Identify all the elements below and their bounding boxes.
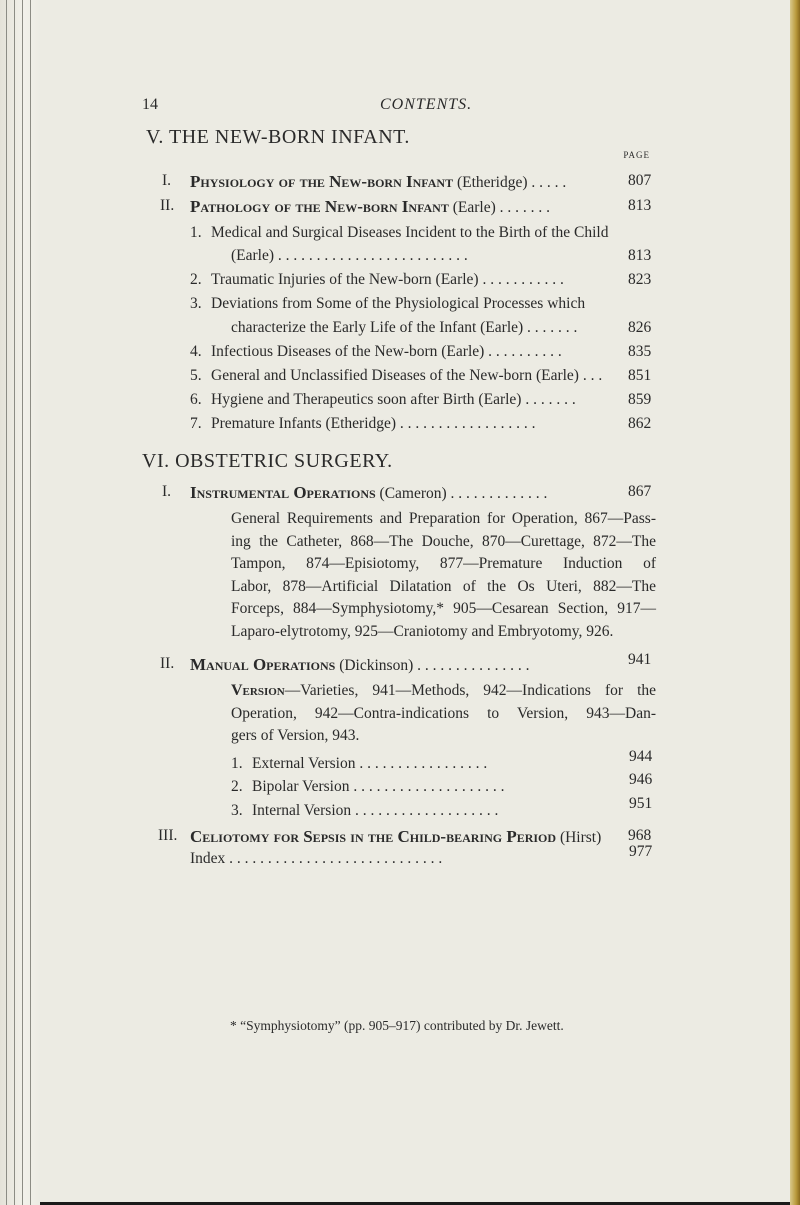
toc-subentry: 6. Hygiene and Therapeutics soon after Birth (Earle) . . . . . . . 859 [190,391,652,408]
toc-subentry-cont: characterize the Early Life of the Infant (Earle) . . . . . . . 826 [231,319,652,336]
toc-subentry: 4. Infectious Diseases of the New-born (Earle) . . . . . . . . . . 835 [190,343,652,360]
page-column-label: PAGE [623,150,650,160]
toc-page-number: 823 [628,271,652,288]
toc-page-number: 813 [628,247,652,264]
toc-page-number: 862 [628,415,652,432]
toc-subentry: 7. Premature Infants (Etheridge) . . . . . . . . . . . . . . . . . . 862 [190,415,652,432]
toc-page-number: 941 [628,651,652,668]
toc-subentry: 1. Medical and Surgical Diseases Incident to the Birth of the Child [190,224,609,241]
toc-page-number: 835 [628,343,652,360]
toc-subentry: 2. Bipolar Version . . . . . . . . . . . . . . . . . . . . 946 [231,771,653,795]
running-title: CONTENTS. [380,96,473,113]
toc-subentry: 3. Internal Version . . . . . . . . . . . . . . . . . . . 951 [231,795,653,819]
page-number: 14 [142,96,158,113]
toc-page-number: 813 [628,197,652,214]
toc-page-number: 951 [629,795,653,812]
toc-index-entry: Index . . . . . . . . . . . . . . . . . . . . . . . . . . . . 977 [190,843,653,867]
manual-operations-summary: Version—Varieties, 941—Methods, 942—Indications for the Operation, 942—Contra-indications to Version, 943—Dan- gers of Version, 943. [231,682,656,744]
toc-subentry: 2. Traumatic Injuries of the New-born (Earle) . . . . . . . . . . . 823 [190,271,652,288]
toc-subentry-cont: (Earle) . . . . . . . . . . . . . . . . . . . . . . . . . 813 [231,247,652,264]
running-head [0,96,800,120]
toc-page-number: 807 [628,172,652,189]
toc-page-number: 851 [628,367,652,384]
toc-page-number: 946 [629,771,653,788]
toc-subentry: 1. External Version . . . . . . . . . . . . . . . . . 944 [231,748,653,772]
toc-entry: II. Pathology of the New-born Infant (Earle) . . . . . . . 813 [160,197,652,216]
toc-entry: I. Instrumental Operations (Cameron) . . . . . . . . . . . . . 867 [162,483,652,502]
toc-entry: I. Physiology of the New-born Infant (Etheridge) . . . . . 807 [162,172,652,191]
toc-subentry: 5. General and Unclassified Diseases of the New-born (Earle) . . . 851 [190,367,652,384]
instrumental-operations-summary: General Requirements and Preparation for Operation, 867—Pass- ing the Catheter, 868—The Douche, 870—Curettage, 872—The Tampon, 874—Episiotomy, 877—Premature Induction of Labor, 878—Artificial Dilatation of the Os Uteri, 882—The Forceps, 884—Symphysiotomy,* 905—Cesarean Section, 917— Laparo-elytrotomy, 925—Craniotomy and Embryotomy, 926. [231,510,656,640]
toc-page-number: 944 [629,748,653,765]
toc-page-number: 826 [628,319,652,336]
footnote: * “Symphysiotomy” (pp. 905–917) contributed by Dr. Jewett. [230,1018,564,1033]
toc-entry: II. Manual Operations (Dickinson) . . . . . . . . . . . . . . . 941 [160,651,652,674]
toc-page-number: 867 [628,483,652,500]
section-title-newborn: V. THE NEW-BORN INFANT. [146,126,410,148]
toc-subentry: 3. Deviations from Some of the Physiological Processes which [190,295,586,312]
toc-page-number: 968 [628,827,652,844]
section-title-obstetric-surgery: VI. OBSTETRIC SURGERY. [142,450,393,472]
toc-page-number: 977 [629,843,653,860]
toc-entry: III. Celiotomy for Sepsis in the Child-bearing Period (Hirst) 968 [158,827,652,846]
toc-page-number: 859 [628,391,652,408]
